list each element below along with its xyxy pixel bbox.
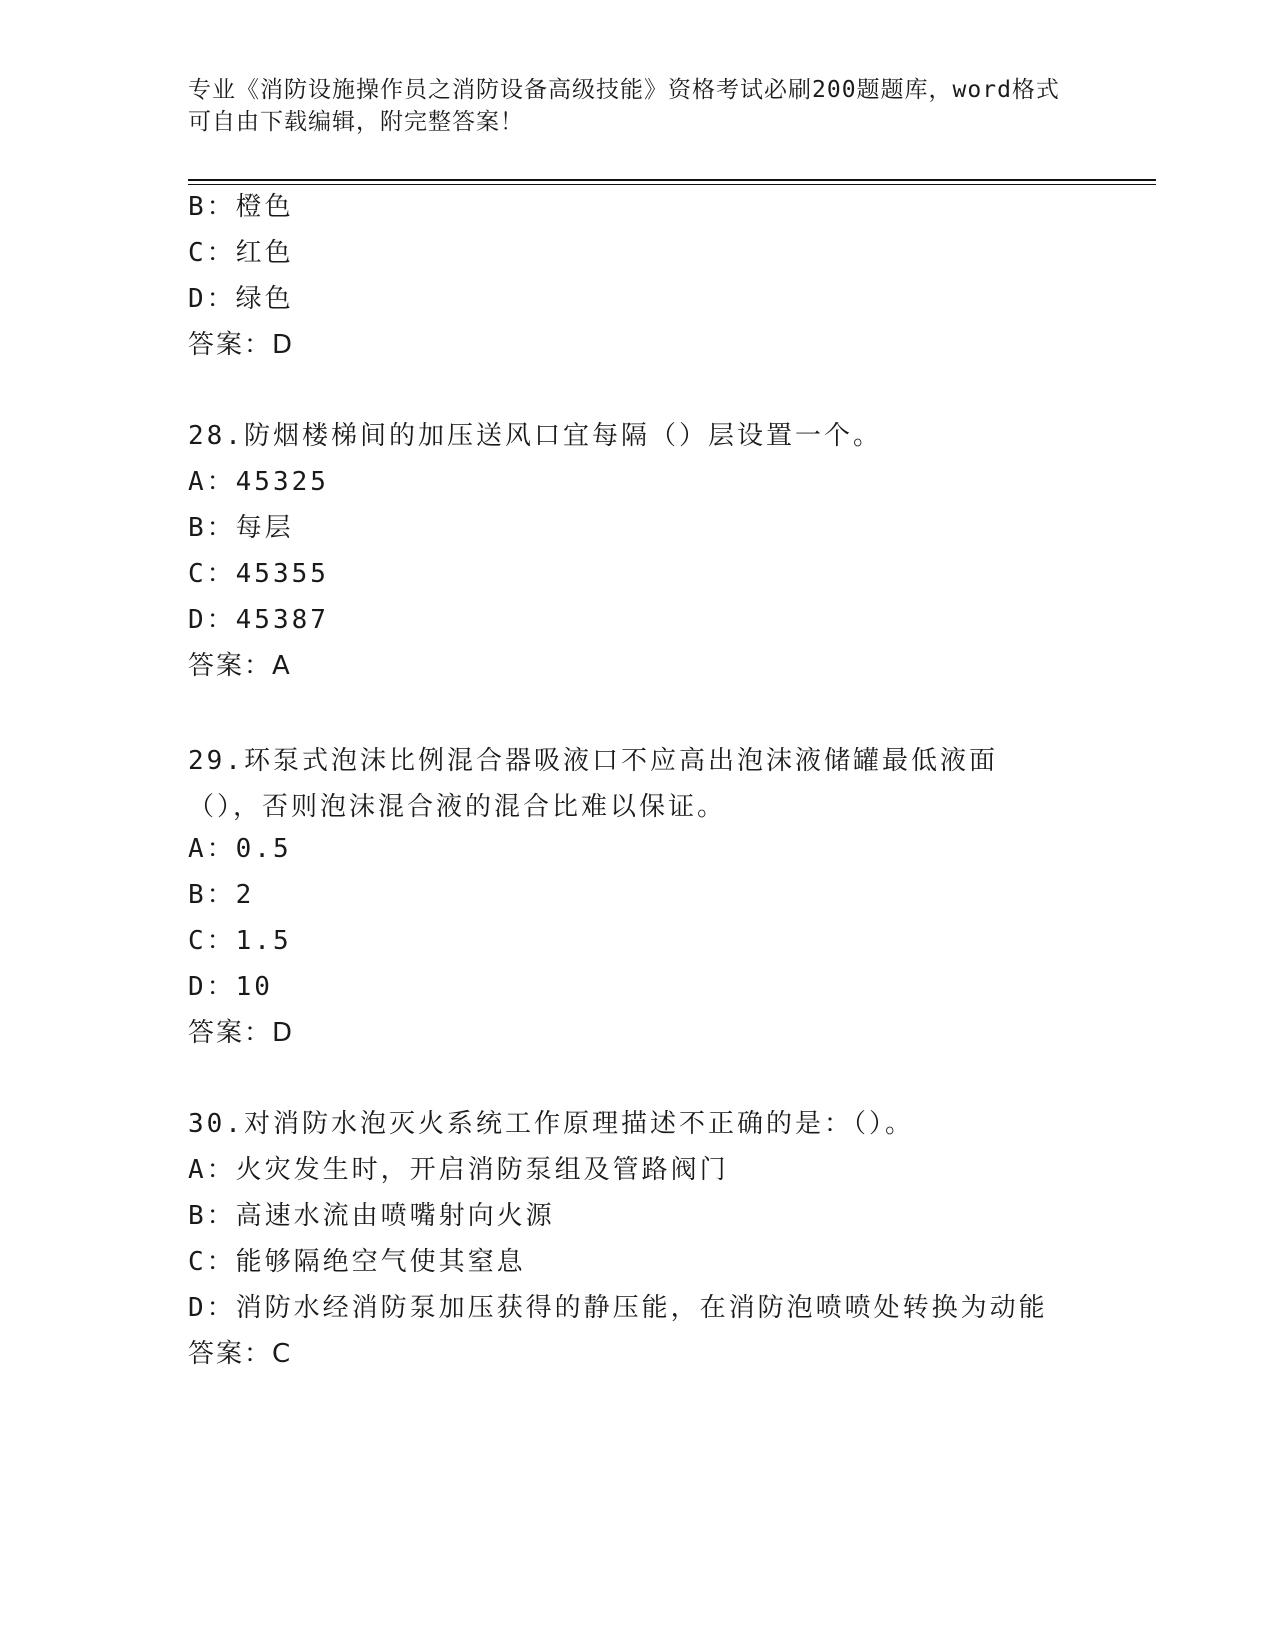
q29-question: 29.环泵式泡沫比例混合器吸液口不应高出泡沫液储罐最低液面（），否则泡沫混合液的混合比难以保证。 (188, 746, 998, 822)
q28-option-d: D：45387 (188, 605, 329, 635)
q29-option-a: A：0.5 (188, 834, 292, 864)
q28-question: 28.防烟楼梯间的加压送风口宜每隔（）层设置一个。 (188, 421, 882, 451)
q28-option-b: B：每层 (188, 513, 294, 543)
q28-option-c: C：45355 (188, 559, 329, 589)
q28-answer: 答案：A (188, 651, 292, 681)
q29-answer: 答案：D (188, 1018, 295, 1048)
q30-option-b: B：高速水流由喷嘴射向火源 (188, 1201, 555, 1231)
document-header: 专业《消防设施操作员之消防设备高级技能》资格考试必刷200题题库，word格式可自由下载编辑，附完整答案！ (188, 77, 1060, 135)
q30-option-a: A：火灾发生时，开启消防泵组及管路阀门 (188, 1155, 729, 1185)
q29-option-d: D：10 (188, 972, 273, 1002)
header-divider (188, 179, 1156, 181)
q30-question: 30.对消防水泡灭火系统工作原理描述不正确的是：（）。 (188, 1109, 914, 1139)
q29-option-c: C：1.5 (188, 926, 292, 956)
q27-option-b: B：橙色 (188, 192, 294, 222)
q28-option-a: A：45325 (188, 467, 329, 497)
q29-option-b: B：2 (188, 880, 255, 910)
header-divider-thin (188, 184, 1156, 185)
q30-answer: 答案：C (188, 1339, 293, 1369)
q27-option-c: C：红色 (188, 238, 294, 268)
q27-answer: 答案：D (188, 330, 295, 360)
q30-option-d: D：消防水经消防泵加压获得的静压能，在消防泡喷喷处转换为动能 (188, 1293, 1048, 1323)
q30-option-c: C：能够隔绝空气使其窒息 (188, 1247, 526, 1277)
q27-option-d: D：绿色 (188, 284, 294, 314)
